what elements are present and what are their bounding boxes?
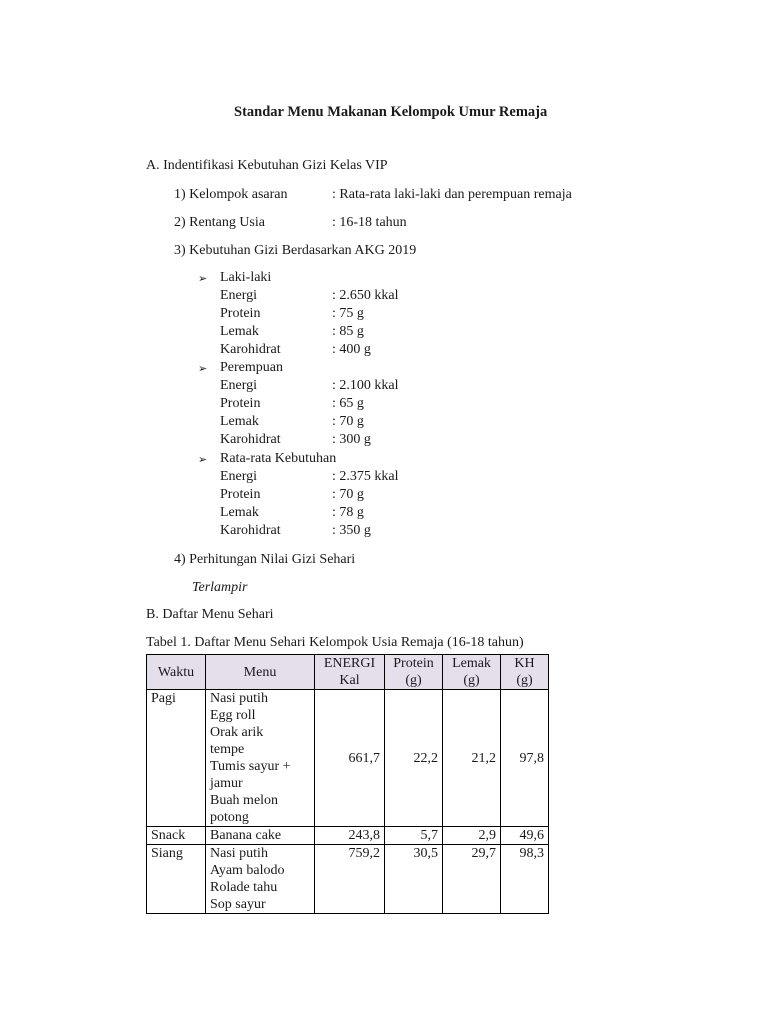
section-a-heading: A. Indentifikasi Kebutuhan Gizi Kelas VIP [146, 158, 388, 173]
cell-kh: 98,3 [501, 845, 549, 914]
cell-energi: 759,2 [315, 845, 385, 914]
menu-item: Sop sayur [210, 897, 266, 912]
menu-item: Rolade tahu [210, 880, 278, 895]
item4-note: Terlampir [192, 580, 248, 595]
cell-protein: 22,2 [385, 690, 443, 827]
menu-item: Nasi putih [210, 691, 268, 706]
nutrient-label: Karohidrat [220, 342, 281, 357]
nutrient-value: : 400 g [332, 342, 371, 357]
menu-item: Buah melon [210, 793, 279, 808]
menu-item: Nasi putih [210, 846, 268, 861]
header-energi [315, 655, 385, 690]
cell-kh: 97,8 [501, 690, 549, 827]
cell-lemak: 29,7 [443, 845, 501, 914]
nutrient-label: Lemak [220, 324, 259, 339]
menu-table [146, 654, 549, 914]
cell-energi: 661,7 [315, 690, 385, 827]
nutrient-value: : 78 g [332, 505, 364, 520]
item2-value: : 16-18 tahun [332, 215, 407, 230]
menu-item: Egg roll [210, 708, 256, 723]
table-caption: Tabel 1. Daftar Menu Sehari Kelompok Usia Remaja (16-18 tahun) [146, 635, 524, 650]
nutrient-value: : 350 g [332, 523, 371, 538]
nutrient-label: Lemak [220, 505, 259, 520]
group-name-rata-rata: Rata-rata Kebutuhan [220, 451, 337, 466]
header-energi-line1: ENERGI [323, 656, 376, 671]
menu-item: tempe [210, 742, 245, 757]
nutrient-label: Protein [220, 487, 261, 502]
header-kh-line2: (g) [516, 673, 533, 688]
table-row [147, 690, 549, 827]
group-name-perempuan: Perempuan [220, 360, 283, 375]
item2-label: 2) Rentang Usia [174, 215, 265, 230]
cell-menu [206, 845, 315, 914]
header-kh [501, 655, 549, 690]
nutrient-value: : 70 g [332, 487, 364, 502]
header-lemak-line2: (g) [463, 673, 480, 688]
arrow-bullet-icon: ➢ [198, 362, 208, 375]
header-waktu: Waktu [147, 655, 206, 690]
menu-item: jamur [210, 776, 243, 791]
cell-protein: 30,5 [385, 845, 443, 914]
nutrient-value: : 85 g [332, 324, 364, 339]
group-name-laki-laki: Laki-laki [220, 270, 272, 285]
table-header-row [147, 655, 549, 690]
menu-item: Tumis sayur + [210, 759, 291, 774]
nutrient-label: Protein [220, 306, 261, 321]
nutrient-label: Karohidrat [220, 432, 281, 447]
menu-item: potong [210, 810, 249, 825]
cell-energi: 243,8 [315, 827, 385, 845]
cell-lemak: 21,2 [443, 690, 501, 827]
nutrient-label: Energi [220, 469, 258, 484]
nutrient-value: : 75 g [332, 306, 364, 321]
header-energi-line2: Kal [339, 673, 360, 688]
nutrient-value: : 65 g [332, 396, 364, 411]
nutrient-value: : 70 g [332, 414, 364, 429]
nutrient-label: Lemak [220, 414, 259, 429]
cell-lemak: 2,9 [443, 827, 501, 845]
nutrient-label: Energi [220, 378, 258, 393]
menu-item: Orak arik [210, 725, 264, 740]
nutrient-label: Energi [220, 288, 258, 303]
header-lemak [443, 655, 501, 690]
table-row [147, 827, 549, 845]
arrow-bullet-icon: ➢ [198, 453, 208, 466]
cell-menu [206, 690, 315, 827]
item4-label: 4) Perhitungan Nilai Gizi Sehari [174, 552, 356, 567]
header-protein [385, 655, 443, 690]
header-kh-line1: KH [514, 656, 535, 671]
header-menu: Menu [206, 655, 315, 690]
nutrient-value: : 2.100 kkal [332, 378, 399, 393]
table-row [147, 845, 549, 914]
cell-waktu: Siang [147, 845, 206, 914]
cell-kh: 49,6 [501, 827, 549, 845]
nutrient-value: : 300 g [332, 432, 371, 447]
menu-item: Banana cake [210, 828, 282, 843]
nutrient-label: Karohidrat [220, 523, 281, 538]
page-title: Standar Menu Makanan Kelompok Umur Remaja [234, 104, 548, 120]
item1-value: : Rata-rata laki-laki dan perempuan remaja [332, 187, 572, 202]
section-b-heading: B. Daftar Menu Sehari [146, 607, 274, 622]
cell-protein: 5,7 [385, 827, 443, 845]
cell-waktu: Snack [147, 827, 206, 845]
cell-waktu: Pagi [147, 690, 206, 827]
item1-label: 1) Kelompok asaran [174, 187, 288, 202]
header-protein-line1: Protein [393, 656, 434, 671]
item3-label: 3) Kebutuhan Gizi Berdasarkan AKG 2019 [174, 243, 417, 258]
arrow-bullet-icon: ➢ [198, 272, 208, 285]
header-protein-line2: (g) [405, 673, 422, 688]
header-lemak-line1: Lemak [452, 656, 491, 671]
cell-menu [206, 827, 315, 845]
nutrient-label: Protein [220, 396, 261, 411]
nutrient-value: : 2.650 kkal [332, 288, 399, 303]
menu-item: Ayam balodo [210, 863, 285, 878]
nutrient-value: : 2.375 kkal [332, 469, 399, 484]
